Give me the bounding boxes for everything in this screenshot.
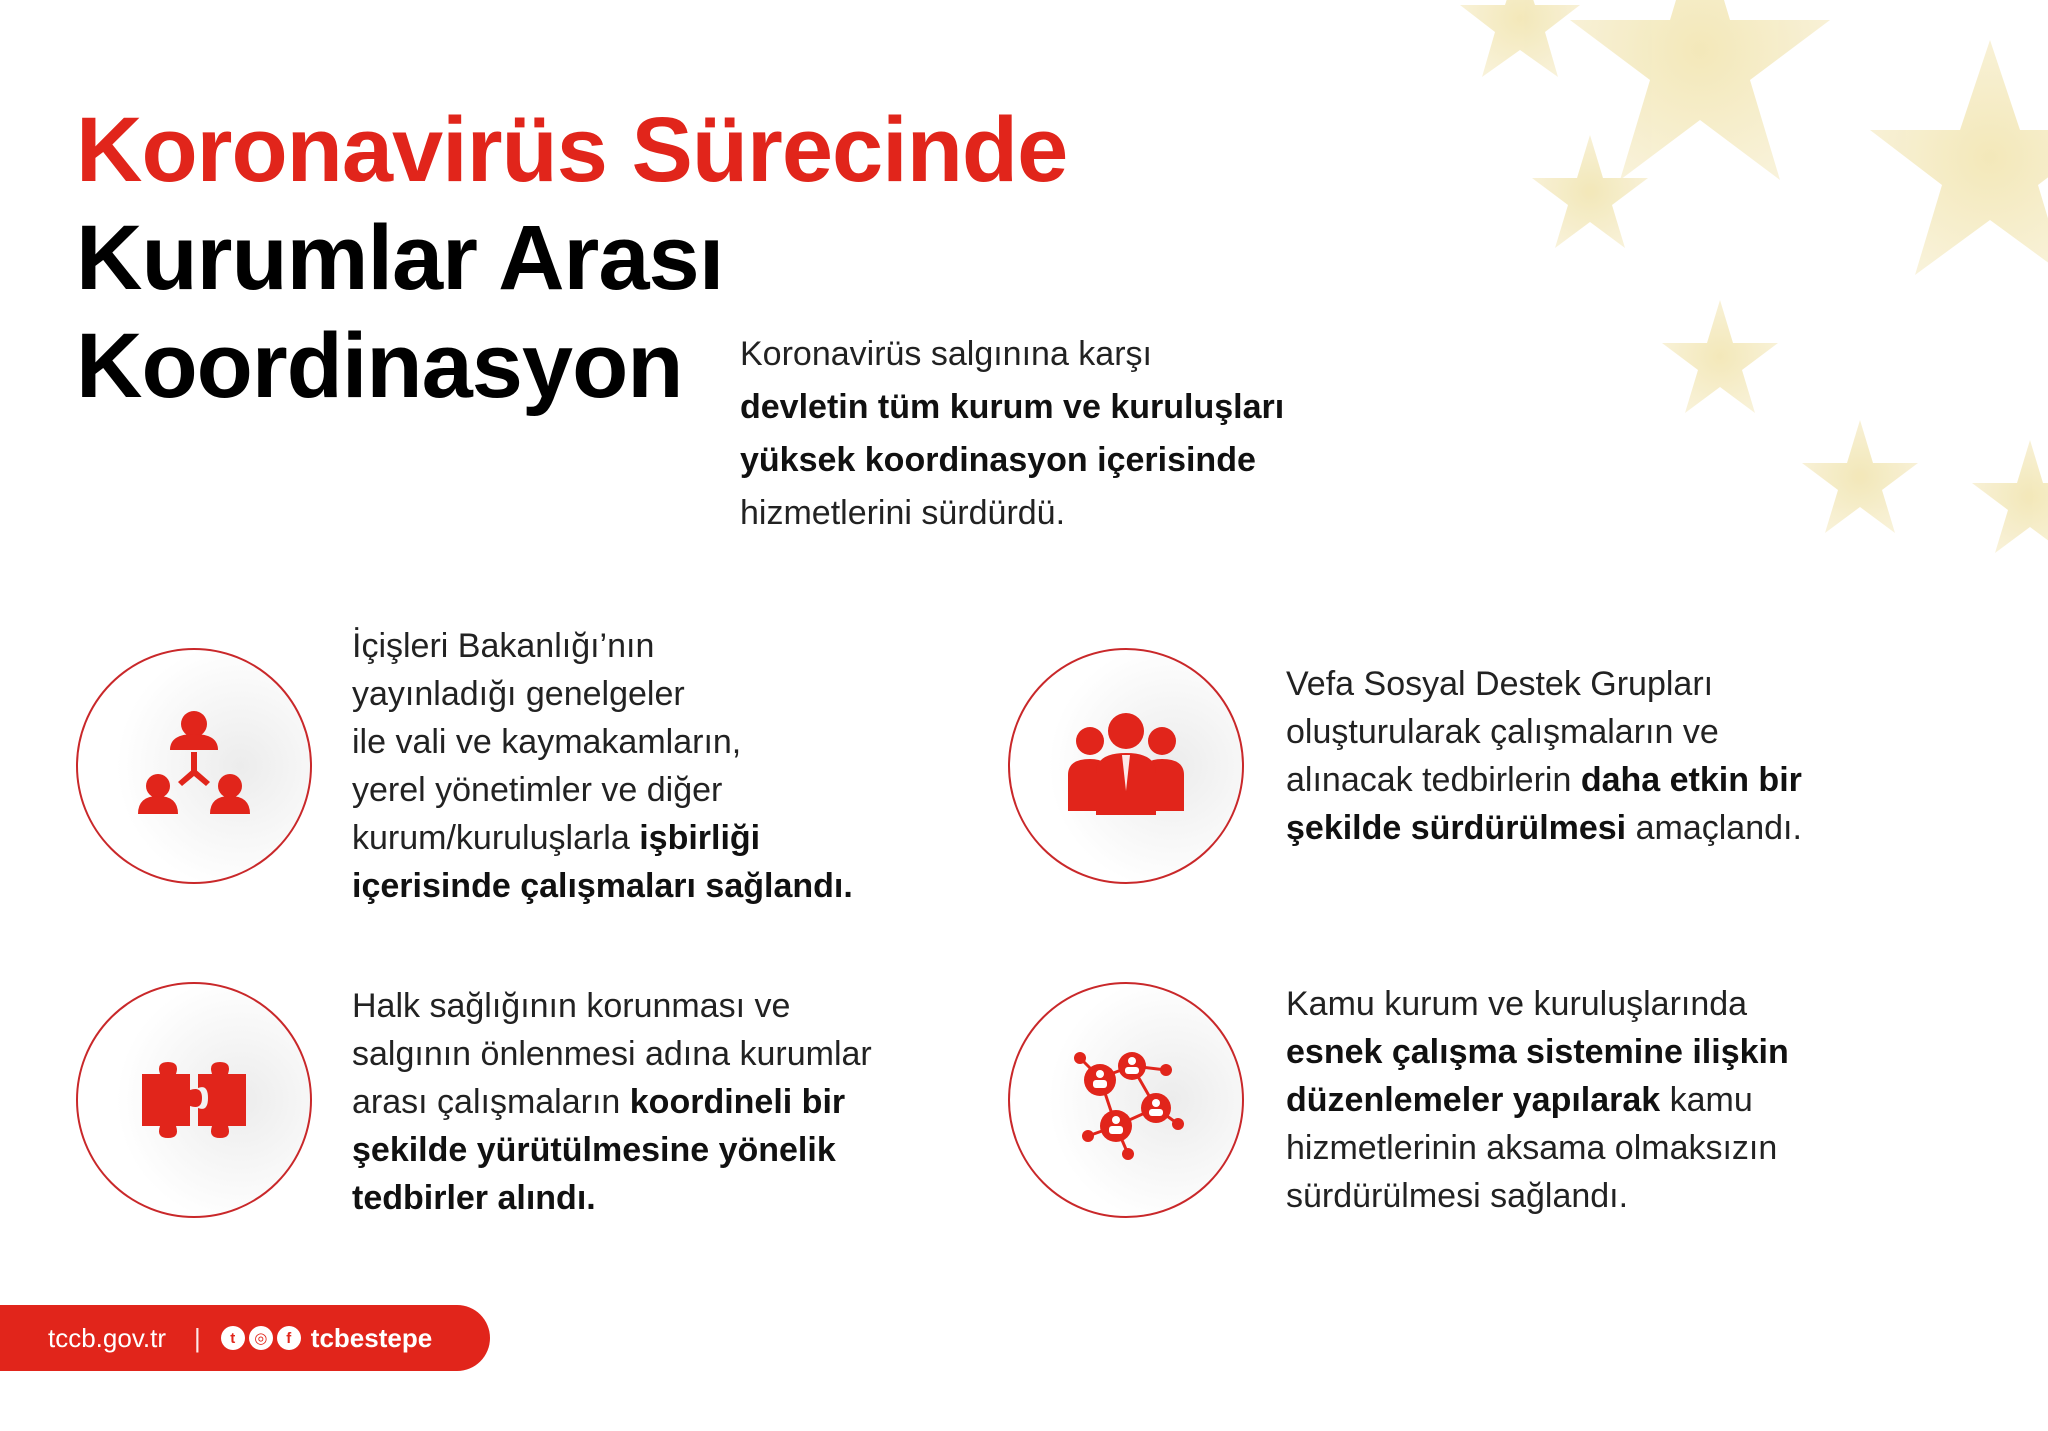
item-4-text bbox=[1286, 980, 1789, 1220]
title-line-3: Koordinasyon bbox=[76, 315, 683, 417]
site-link[interactable]: tccb.gov.tr bbox=[48, 1322, 167, 1353]
star-shape bbox=[1802, 420, 1918, 533]
item-4-line-2: esnek çalışma sistemine ilişkin bbox=[1286, 1033, 1789, 1071]
title-line-1: Koronavirüs Sürecinde bbox=[76, 99, 1068, 201]
puzzle-icon bbox=[138, 1060, 250, 1140]
item-4-line-2-wrap bbox=[1286, 1028, 1789, 1076]
social-icons bbox=[221, 1326, 301, 1350]
item-2-line-3 bbox=[1286, 756, 1802, 804]
facebook-icon[interactable]: f bbox=[277, 1326, 301, 1350]
item-4-line-4: hizmetlerinin aksama olmaksızın bbox=[1286, 1129, 1778, 1167]
item-1-line-3: ile vali ve kaymakamların, bbox=[352, 723, 742, 761]
item-2-line-3a: alınacak tedbirlerin bbox=[1286, 761, 1581, 799]
star-shape bbox=[1532, 135, 1648, 248]
star-shape bbox=[1570, 0, 1830, 180]
item-4-line-1: Kamu kurum ve kuruluşlarında bbox=[1286, 985, 1748, 1023]
group-icon bbox=[1066, 711, 1186, 821]
item-1-line-6-wrap bbox=[352, 862, 853, 910]
intro-line-4: hizmetlerini sürdürdü. bbox=[740, 494, 1066, 532]
item-3-line-5: tedbirler alındı. bbox=[352, 1179, 596, 1217]
item-2-line-4a: şekilde sürdürülmesi bbox=[1286, 809, 1627, 847]
instagram-icon[interactable]: ◎ bbox=[249, 1326, 273, 1350]
item-2-text bbox=[1286, 660, 1802, 852]
item-3-line-4: şekilde yürütülmesine yönelik bbox=[352, 1131, 836, 1169]
item-1-line-4: yerel yönetimler ve diğer bbox=[352, 771, 723, 809]
social-handle[interactable]: tcbestepe bbox=[310, 1322, 433, 1353]
star-shape bbox=[1662, 300, 1778, 413]
twitter-icon[interactable]: t bbox=[221, 1326, 245, 1350]
intro-line-3: yüksek koordinasyon içerisinde bbox=[740, 441, 1256, 479]
star-shape bbox=[1460, 0, 1580, 77]
item-2-line-4b: amaçlandı. bbox=[1626, 809, 1802, 847]
item-3-circle bbox=[76, 982, 312, 1218]
intro-text bbox=[740, 328, 1284, 540]
item-1-line-1: İçişleri Bakanlığı’nın bbox=[352, 627, 655, 665]
item-1-line-5 bbox=[352, 814, 853, 862]
item-4-circle bbox=[1008, 982, 1244, 1218]
intro-line-2: devletin tüm kurum ve kuruluşları bbox=[740, 388, 1285, 426]
item-1-line-5b: işbirliği bbox=[639, 819, 761, 857]
intro-line-2-wrap bbox=[740, 381, 1284, 434]
star-shape bbox=[1870, 40, 2048, 275]
footer-bar bbox=[0, 1305, 490, 1371]
item-3-line-2: salgının önlenmesi adına kurumlar bbox=[352, 1035, 872, 1073]
item-2-line-1: Vefa Sosyal Destek Grupları bbox=[1286, 665, 1714, 703]
item-3-line-3b: koordineli bir bbox=[629, 1083, 846, 1121]
network-people-icon bbox=[1066, 1040, 1186, 1160]
item-1-line-6: içerisinde çalışmaları sağlandı. bbox=[352, 867, 853, 905]
item-2-circle bbox=[1008, 648, 1244, 884]
item-3-line-1: Halk sağlığının korunması ve bbox=[352, 987, 791, 1025]
item-2-line-3b: daha etkin bir bbox=[1580, 761, 1802, 799]
item-3-line-5-wrap bbox=[352, 1174, 872, 1222]
item-4-line-3 bbox=[1286, 1076, 1789, 1124]
intro-line-3-wrap bbox=[740, 434, 1284, 487]
item-3-line-3a: arası çalışmaların bbox=[352, 1083, 630, 1121]
item-3-text bbox=[352, 982, 872, 1222]
item-2-line-4 bbox=[1286, 804, 1802, 852]
footer-separator: | bbox=[194, 1322, 201, 1353]
item-3-line-3 bbox=[352, 1078, 872, 1126]
item-3-line-4-wrap bbox=[352, 1126, 872, 1174]
item-4-line-3a: düzenlemeler yapılarak bbox=[1286, 1081, 1661, 1119]
item-1-text bbox=[352, 622, 853, 910]
hierarchy-people-icon bbox=[134, 706, 254, 826]
star-shape bbox=[1972, 440, 2048, 553]
item-2-line-2: oluşturularak çalışmaların ve bbox=[1286, 713, 1719, 751]
item-4-line-3b: kamu bbox=[1660, 1081, 1753, 1119]
item-1-line-2: yayınladığı genelgeler bbox=[352, 675, 685, 713]
item-1-circle bbox=[76, 648, 312, 884]
title-line-2: Kurumlar Arası bbox=[76, 207, 724, 309]
item-1-line-5a: kurum/kuruluşlarla bbox=[352, 819, 640, 857]
item-4-line-5: sürdürülmesi sağlandı. bbox=[1286, 1177, 1629, 1215]
intro-line-1: Koronavirüs salgınına karşı bbox=[740, 335, 1152, 373]
